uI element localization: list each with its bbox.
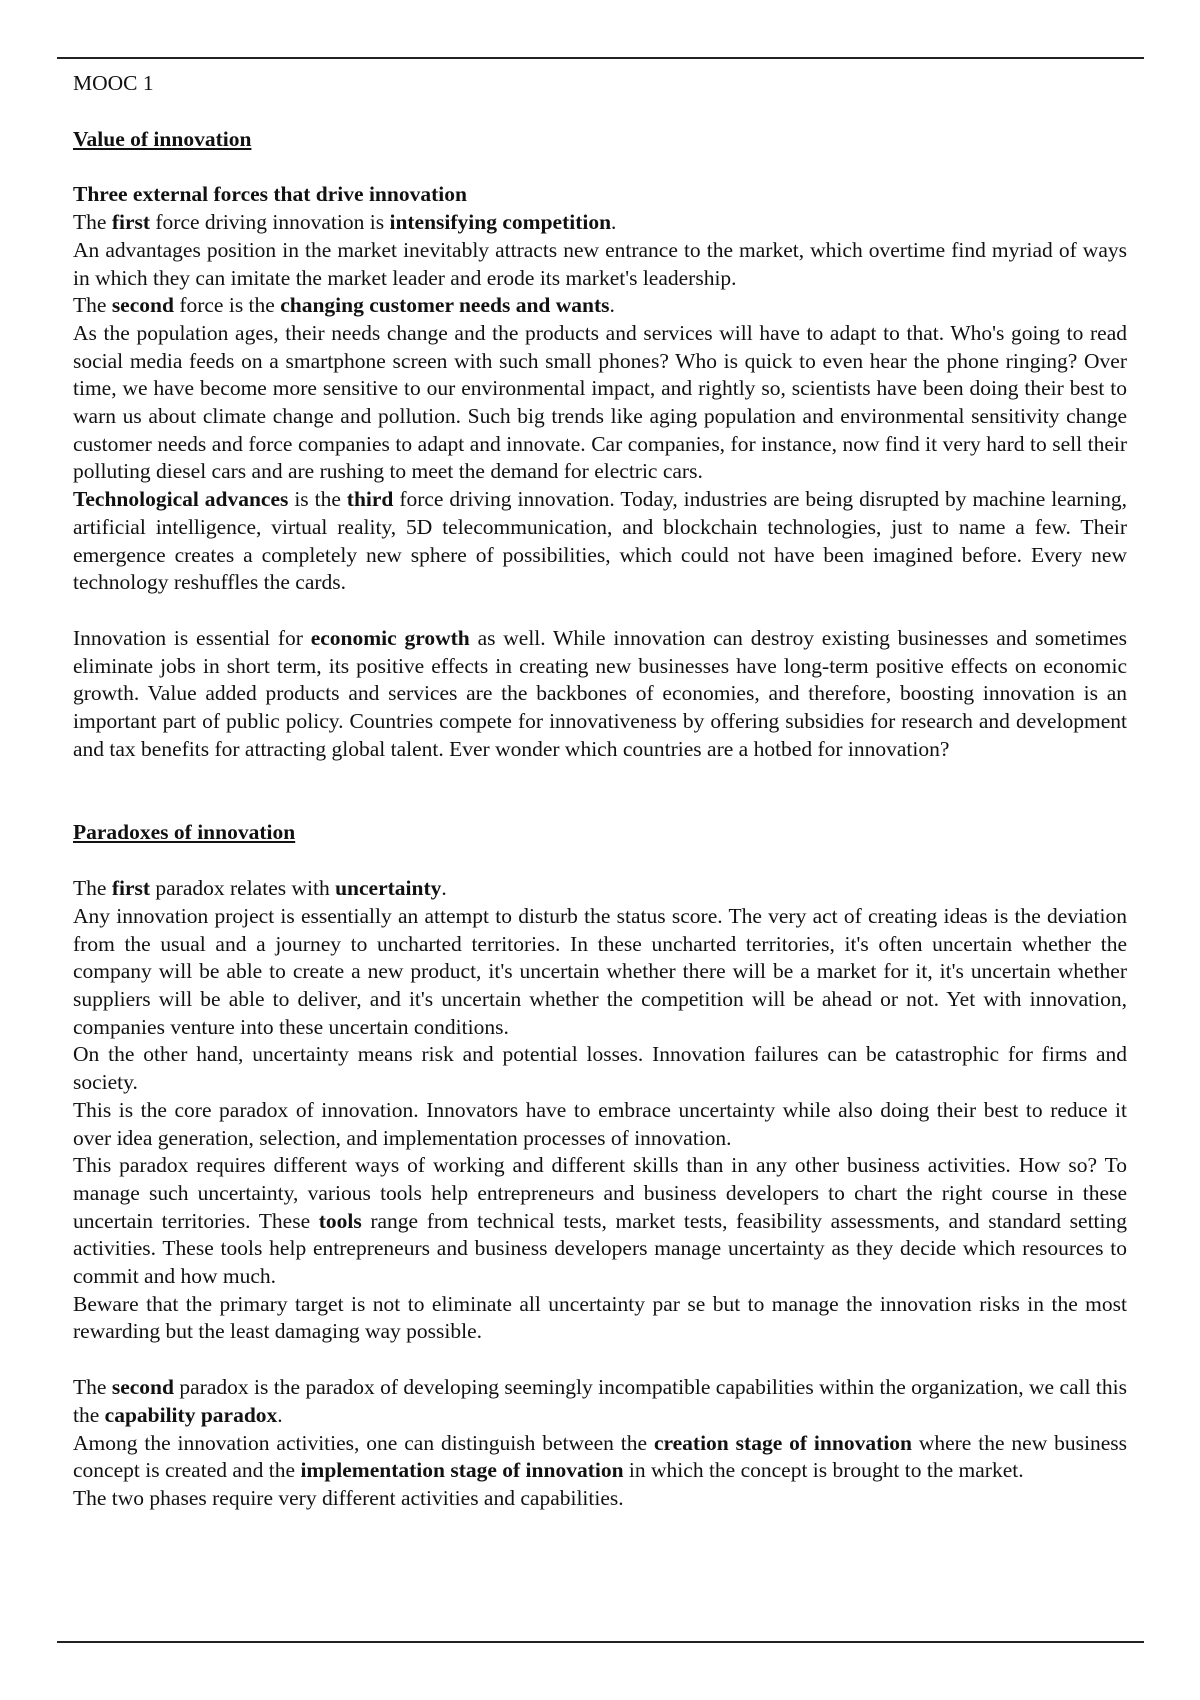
paradox-paragraph-2: On the other hand, uncertainty means risk and potential losses. Innovation failures can be catastrophic for firms and society. [73, 1042, 1127, 1095]
first-paradox-line: The first paradox relates with uncertainty. [73, 876, 447, 901]
paradox-paragraph-4: This paradox requires different ways of working and different skills than in any other business activities. How so? To manage such uncertainty, various tools help entrepreneurs and business developers to chart the right course in these uncertain territories. These tools range from technical tests, market tests, feasibility assessments, and standard setting activities. These tools help entrepreneurs and business developers manage uncertainty as they decide which resources to commit and how much. [73, 1153, 1127, 1289]
forces-heading: Three external forces that drive innovation [73, 182, 467, 207]
third-force-paragraph: Technological advances is the third force driving innovation. Today, industries are being disrupted by machine learning, artificial intelligence, virtual reality, 5D telecommunication, and blockchain technologies, just to name a few. Their emergence creates a completely new sphere of possibilities, which could not have been imagined before. Every new technology reshuffles the cards. [73, 487, 1128, 595]
second-paradox-paragraph: The second paradox is the paradox of developing seemingly incompatible capabilities within the organization, we call this the capability paradox. [73, 1375, 1127, 1427]
section-title-paradoxes: Paradoxes of innovation [73, 820, 296, 845]
paradox-paragraph-3: This is the core paradox of innovation. Innovators have to embrace uncertainty while also doing their best to reduce it over idea generation, selection, and implementation processes of innovation. [73, 1097, 1127, 1150]
top-rule [57, 57, 1144, 59]
bottom-rule [57, 1641, 1144, 1643]
stages-paragraph: Among the innovation activities, one can distinguish between the creation stage of innovation where the new business concept is created and the implementation stage of innovation in which the concept is brought to the market. [73, 1430, 1127, 1483]
doc-label: MOOC 1 [73, 71, 154, 95]
first-force-body: An advantages position in the market inevitably attracts new entrance to the market, which overtime find myriad of ways in which they can imitate the market leader and erode its market's leadership. [73, 237, 1127, 290]
paradox-paragraph-1: Any innovation project is essentially an attempt to disturb the status score. The very act of creating ideas is the deviation from the usual and a journey to uncharted territories. In these uncharted territories, it's often uncertain whether the company will be able to create a new product, it's uncertain whether there will be a market for it, it's uncertain whether suppliers will be able to deliver, and it's uncertain whether the competition will be ahead or not. Yet with innovation, companies venture into these uncertain conditions. [73, 903, 1127, 1039]
section-title-value: Value of innovation [73, 126, 252, 151]
economic-growth-paragraph: Innovation is essential for economic growth as well. While innovation can destroy existing businesses and sometimes eliminate jobs in short term, its positive effects in creating new businesses have long-term positive effects on economic growth. Value added products and services are the backbones of economies, and therefore, boosting innovation is an important part of public policy. Countries compete for innovativeness by offering subsidies for research and development and tax benefits for attracting global talent. Ever wonder which countries are a hotbed for innovation? [73, 625, 1127, 761]
phases-paragraph: The two phases require very different activities and capabilities. [73, 1485, 624, 1510]
paradox-paragraph-5: Beware that the primary target is not to eliminate all uncertainty par se but to manage the innovation risks in the most rewarding but the least damaging way possible. [73, 1291, 1127, 1344]
document-page [73, 70, 1127, 1513]
second-force-body: As the population ages, their needs change and the products and services will have to adapt to that. Who's going to read social media feeds on a smartphone screen with such small phones? Who is quick to even hear the phone ringing? Over time, we have become more sensitive to our environmental impact, and rightly so, scientists have been doing their best to warn us about climate change and pollution. Such big trends like aging population and environmental sensitivity change customer needs and force companies to adapt and innovate. Car companies, for instance, now find it very hard to sell their polluting diesel cars and are rushing to meet the demand for electric cars. [73, 320, 1127, 484]
second-force-line: The second force is the changing customer needs and wants. [73, 293, 615, 318]
first-force-line: The first force driving innovation is intensifying competition. [73, 210, 617, 235]
